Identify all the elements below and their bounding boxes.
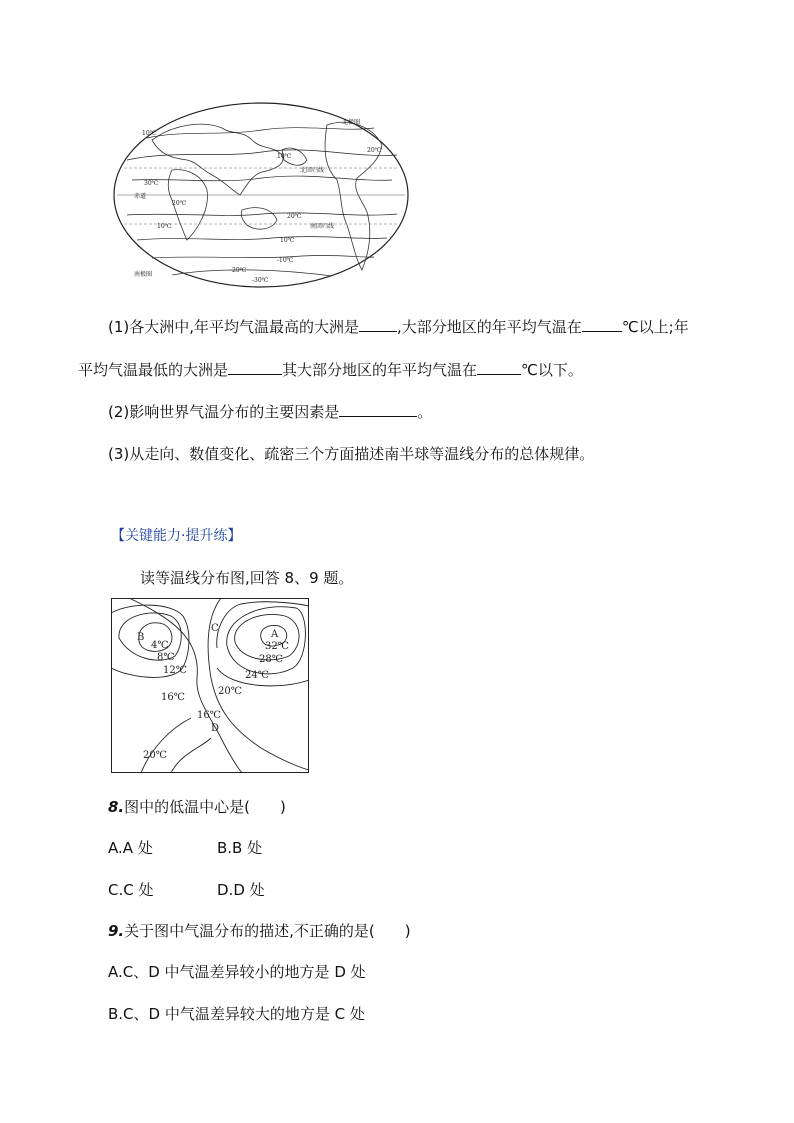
temp-label-28: 28℃	[259, 654, 283, 665]
option-d[interactable]: D.D 处	[217, 881, 265, 899]
world-map-svg	[112, 100, 410, 290]
isotherm-label: 30℃	[144, 180, 159, 187]
question-2	[108, 401, 432, 422]
isotherm-label: 10℃	[277, 153, 292, 160]
temp-label-20: 20℃	[143, 750, 167, 761]
continent-outlines	[152, 122, 382, 276]
temp-label-24: 24℃	[245, 670, 269, 681]
isotherm-lines	[127, 128, 397, 258]
section-intro: 读等温线分布图,回答 8、9 题。	[140, 569, 354, 587]
temp-label-12: 12℃	[163, 665, 187, 676]
question-stem: 关于图中气温分布的描述,不正确的是( )	[124, 922, 411, 940]
question-stem: 图中的低温中心是( )	[124, 798, 286, 816]
tropic-south-label: 南回归线	[310, 223, 335, 230]
q1-text-f: ℃以下。	[521, 361, 583, 379]
section-heading: 【关键能力·提升练】	[111, 528, 242, 544]
isotherm-diagram	[111, 598, 309, 773]
q1-text-b: ,大部分地区的年平均气温在	[397, 318, 582, 336]
question-number: 8.	[108, 798, 125, 816]
temp-label-20: 20℃	[218, 686, 242, 697]
question-9	[108, 920, 411, 941]
answer-blank[interactable]	[582, 317, 622, 332]
answer-blank[interactable]	[477, 360, 521, 375]
isotherm-label: 20℃	[172, 200, 187, 207]
isotherm-label: 20℃	[287, 213, 302, 220]
isotherm-label: 10℃	[157, 223, 172, 230]
isotherm-label: 10℃	[280, 237, 295, 244]
question-1-line-2	[78, 359, 583, 380]
option-c[interactable]: C.C 处	[108, 881, 154, 899]
question-8	[108, 796, 286, 817]
question-1-line-1	[108, 316, 689, 337]
temp-label-16: 16℃	[197, 710, 221, 721]
isotherm-label: 20℃	[367, 147, 382, 154]
point-b-label: B	[137, 632, 145, 643]
answer-blank[interactable]	[228, 360, 282, 375]
question-3: (3)从走向、数值变化、疏密三个方面描述南半球等温线分布的总体规律。	[108, 445, 595, 463]
isotherm-diagram-svg	[111, 598, 309, 773]
option-a[interactable]: A.A 处	[108, 839, 153, 857]
q2-text-a: (2)影响世界气温分布的主要因素是	[108, 403, 340, 421]
isotherm-label: -10℃	[277, 257, 294, 264]
question-number: 9.	[108, 922, 125, 940]
temp-label-16: 16℃	[161, 692, 185, 703]
isotherm-label: -20℃	[230, 267, 247, 274]
q1-text-a: (1)各大洲中,年平均气温最高的大洲是	[108, 318, 360, 336]
temp-label-8: 8℃	[157, 652, 175, 663]
isotherm-label: 10℃	[142, 130, 157, 137]
option-a[interactable]: A.C、D 中气温差异较小的地方是 D 处	[108, 963, 366, 981]
temp-label-4: 4℃	[151, 640, 169, 651]
equator-label: 赤道	[134, 193, 147, 200]
q2-text-b: 。	[417, 403, 433, 421]
q1-text-d: 平均气温最低的大洲是	[78, 361, 229, 379]
arctic-circle-label: 北极圈	[342, 119, 361, 126]
answer-blank[interactable]	[359, 317, 397, 332]
point-d-label: D	[211, 723, 220, 734]
temp-label-32: 32℃	[265, 641, 289, 652]
tropic-north-label: 北回归线	[300, 167, 325, 174]
point-c-label: C	[211, 623, 219, 634]
antarctic-circle-label: 南极圈	[134, 271, 153, 278]
q1-text-e: 其大部分地区的年平均气温在	[282, 361, 478, 379]
q1-text-c: ℃以上;年	[621, 318, 689, 336]
point-a-label: A	[271, 629, 279, 640]
world-isotherm-map	[112, 100, 410, 290]
option-b[interactable]: B.B 处	[217, 839, 263, 857]
option-b[interactable]: B.C、D 中气温差异较大的地方是 C 处	[108, 1005, 365, 1023]
answer-blank[interactable]	[339, 402, 417, 417]
isotherm-label: -30℃	[252, 277, 269, 284]
